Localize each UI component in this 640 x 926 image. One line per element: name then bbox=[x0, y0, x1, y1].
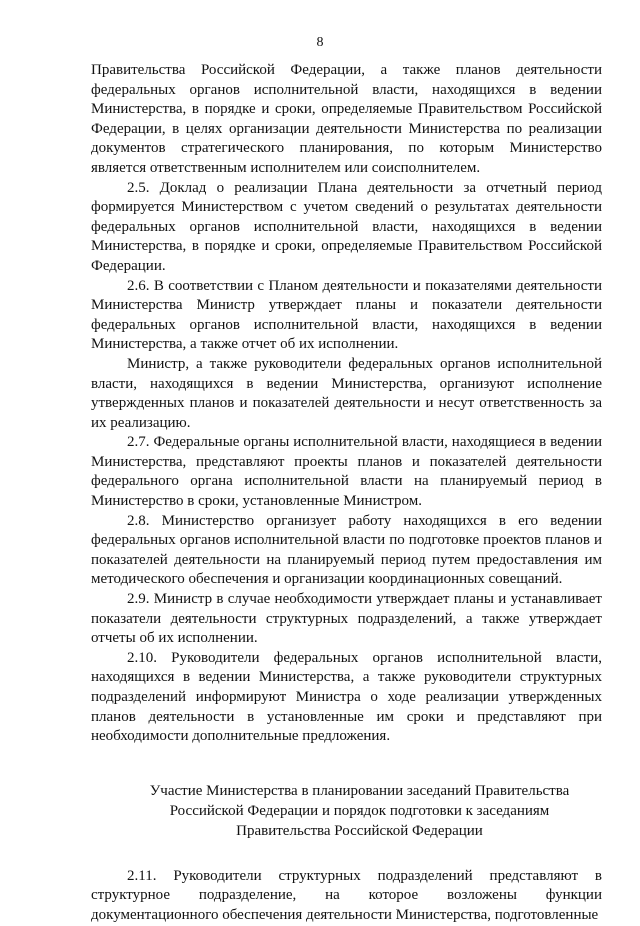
section-heading-line-1: Участие Министерства в планировании заседаний Правительства bbox=[149, 782, 570, 799]
paragraph-2-5: 2.5. Доклад о реализации Плана деятельности за отчетный период формируется Министерством с учетом сведений о результатах деятельности федеральных органов исполнительной власти, находящихся в ведении Министерства, в порядке и сроки, определяемые Правительством Российской Федерации. bbox=[91, 179, 602, 274]
paragraph-2-10: 2.10. Руководители федеральных органов исполнительной власти, находящихся в ведении Министерства, а также руководители структурных подразделений информируют Министра о ходе реализации утвержденных планов деятельности в установленные им сроки и представляют при необходимости дополнительные предложения. bbox=[91, 649, 602, 745]
section-heading bbox=[91, 781, 602, 841]
page-number: 8 bbox=[316, 35, 324, 50]
paragraph-2-6-minister: Министр, а также руководители федеральных органов исполнительной власти, находящихся в ведении Министерства, организуют исполнение утвержденных планов и показателей деятельности и несут ответственность за их реализацию. bbox=[91, 355, 602, 431]
paragraph-2-7: 2.7. Федеральные органы исполнительной власти, находящиеся в ведении Министерства, представляют проекты планов и показателей деятельности федерального органа исполнительной власти на планируемый период в Министерство в сроки, установленные Министром. bbox=[91, 434, 602, 510]
paragraph-continuation: Правительства Российской Федерации, а также планов деятельности федеральных органов исполнительной власти, находящихся в ведении Министерства, в порядке и сроки, определяемые Правительством Российской Федерации, в целях организации деятельности Министерства по реализации документов стратегического планирования, по которым Министерство является ответственным исполнителем или соисполнителем. bbox=[91, 62, 602, 176]
paragraph-2-8: 2.8. Министерство организует работу находящихся в его ведении федеральных органов исполнительной власти по подготовке проектов планов и показателей деятельности на планируемый период путем предоставления им методического обеспечения и организации координационных совещаний. bbox=[91, 512, 602, 588]
paragraph-2-6: 2.6. В соответствии с Планом деятельности и показателями деятельности Министерства Министр утверждает планы и показатели деятельности федеральных органов исполнительной власти, находящихся в ведении Министерства, а также отчет об их исполнении. bbox=[91, 277, 602, 353]
document-body bbox=[91, 61, 602, 926]
section-heading-line-2: Российской Федерации и порядок подготовки к заседаниям bbox=[169, 802, 550, 819]
paragraph-2-11: 2.11. Руководители структурных подразделений представляют в структурное подразделение, на которое возложены функции документационного обеспечения деятельности Министерства, подготовленные bbox=[91, 867, 602, 923]
section-heading-line-3: Правительства Российской Федерации bbox=[236, 822, 483, 839]
paragraph-2-9: 2.9. Министр в случае необходимости утверждает планы и устанавливает показатели деятельности структурных подразделений, а также утверждает отчеты об их исполнении. bbox=[91, 591, 602, 647]
